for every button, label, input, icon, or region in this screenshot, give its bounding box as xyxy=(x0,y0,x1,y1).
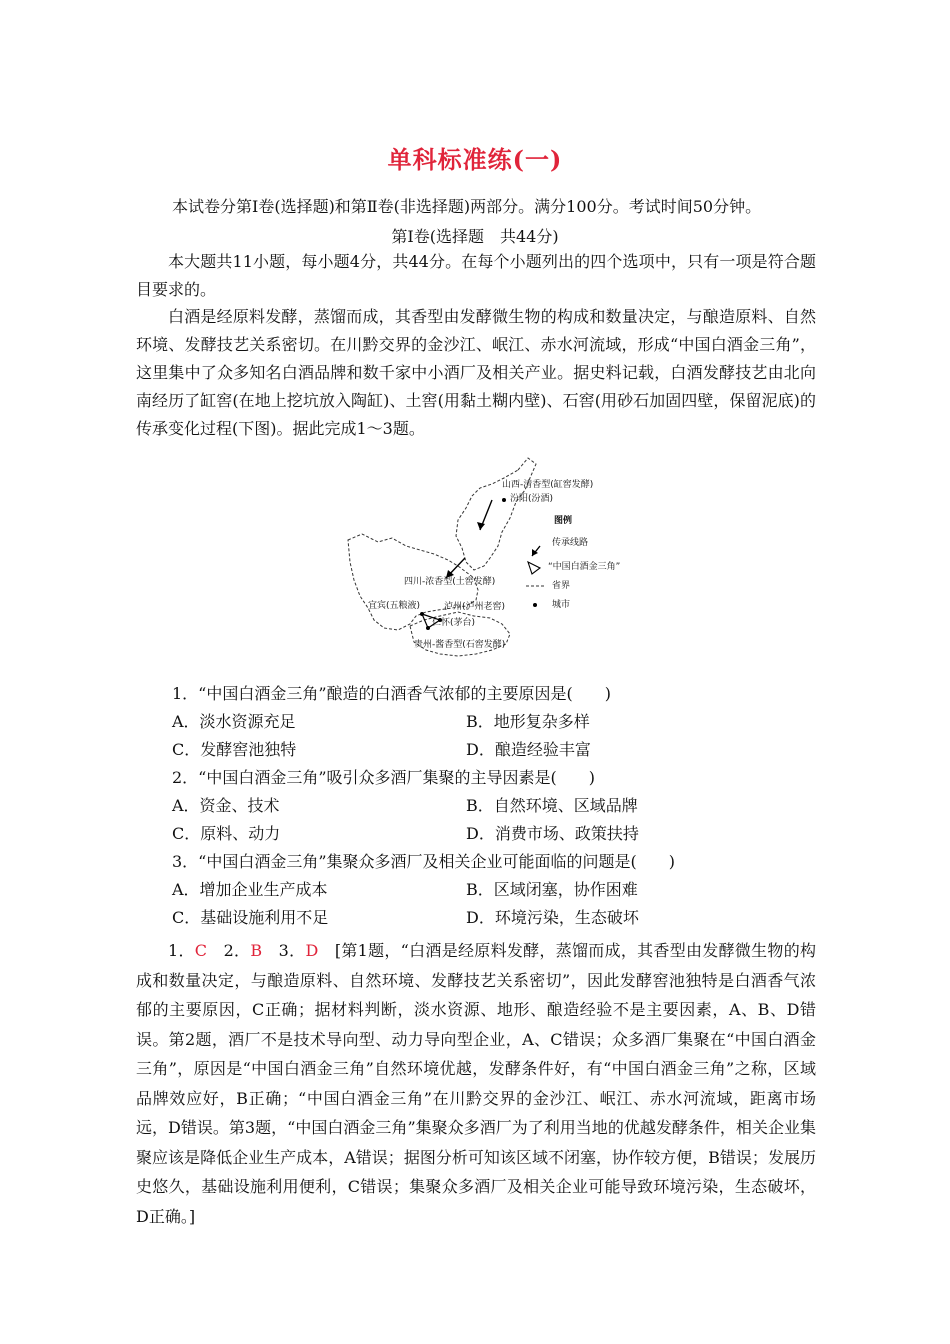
city-dot-renhuai xyxy=(426,626,430,630)
intro-text: 本试卷分第Ⅰ卷(选择题)和第Ⅱ卷(非选择题)两部分。满分100分。考试时间50分钟。 xyxy=(172,197,762,216)
question-2-option-a[interactable]: A．资金、技术 xyxy=(172,796,280,815)
question-2-stem: 2．“中国白酒金三角”吸引众多酒厂集聚的主导因素是( ) xyxy=(172,768,596,787)
legend-city-symbol xyxy=(533,603,537,607)
legend-border-label: 省界 xyxy=(552,581,571,591)
route-arrow-1 xyxy=(477,522,485,530)
answer-1-key: C xyxy=(194,941,208,960)
liquor-map-figure xyxy=(340,450,640,665)
question-3-stem: 3．“中国白酒金三角”集聚众多酒厂及相关企业可能面临的问题是( ) xyxy=(172,852,676,871)
question-3-option-a[interactable]: A．增加企业生产成本 xyxy=(172,880,328,899)
label-yibin: 宜宾(五粮液) xyxy=(368,601,421,611)
label-guizhou: 贵州-酱香型(石窖发酵) xyxy=(414,640,506,650)
answer-explanation-text: [第1题，“白酒是经原料发酵，蒸馏而成，其香型由发酵微生物的构成和数量决定，与酿造原料、自然环境、发酵技艺关系密切”，因此发酵窖池独特是白酒香气浓郁的主要原因，C正确；据材料判断，淡水资源、地形、酿造经验不是主要因素，A、B、D错误。第2题，酒厂不是技术导向型、动力导向型企业，A、C错误；众多酒厂集聚在“中国白酒金三角”，原因是“中国白酒金三角”自然环境优越，发酵条件好，有“中国白酒金三角”之称，区域品牌效应好，B正确；“中国白酒金三角”在川黔交界的金沙江、岷江、赤水河流域，距离市场远，D错误。第3题，“中国白酒金三角”集聚众多酒厂为了利用当地的优越发酵条件，相关企业集聚应该是降低企业生产成本，A错误；据图分析可知该区域不闭塞，协作较方便，B错误；发展历史悠久，基础设施利用便利，C错误；集聚众多酒厂及相关企业可能导致环境污染，生态破坏，D正确。] xyxy=(136,941,816,1226)
question-2-option-b[interactable]: B．自然环境、区域品牌 xyxy=(466,796,638,815)
question-1-option-a[interactable]: A．淡水资源充足 xyxy=(172,712,296,731)
question-3-option-c[interactable]: C．基础设施利用不足 xyxy=(172,908,329,927)
map-drawing xyxy=(340,450,640,665)
passage-text: 白酒是经原料发酵，蒸馏而成，其香型由发酵微生物的构成和数量决定，与酿造原料、自然环境、发酵技艺关系密切。在川黔交界的金沙江、岷江、赤水河流域，形成“中国白酒金三角”，这里集中了众多知名白酒品牌和数千家中小酒厂及相关产业。据史料记载，白酒发酵技艺由北向南经历了缸窖(在地上挖坑放入陶缸)、土窖(用黏土糊内壁)、石窖(用砂石加固四壁，保留泥底)的传承变化过程(下图)。据此完成1～3题。 xyxy=(136,307,816,438)
question-3-option-b[interactable]: B．区域闭塞，协作困难 xyxy=(466,880,638,899)
shanxi-border xyxy=(456,458,536,570)
section-heading: 第Ⅰ卷(选择题 共44分) xyxy=(391,227,559,246)
answer-explanation xyxy=(136,936,816,1231)
answer-1-number: 1． xyxy=(168,941,195,960)
instructions-text: 本大题共11小题，每小题4分，共44分。在每个小题列出的四个选项中，只有一项是符合题目要求的。 xyxy=(136,252,816,299)
answer-3-number: 3． xyxy=(262,941,306,960)
label-luzhou: 泸州(泸州老窖) xyxy=(444,602,506,612)
label-renhuai: 仁怀(茅台) xyxy=(432,618,476,628)
question-2-option-d[interactable]: D．消费市场、政策扶持 xyxy=(466,824,639,843)
question-1-option-b[interactable]: B．地形复杂多样 xyxy=(466,712,590,731)
city-dot-fenyang xyxy=(502,498,506,502)
legend-route-label: 传承线路 xyxy=(552,538,589,548)
answer-2-key: B xyxy=(250,941,263,960)
answer-2-number: 2． xyxy=(207,941,251,960)
question-2-option-c[interactable]: C．原料、动力 xyxy=(172,824,281,843)
label-sichuan: 四川-浓香型(土窖发酵) xyxy=(404,577,496,587)
question-3-option-d[interactable]: D．环境污染，生态破坏 xyxy=(466,908,639,927)
question-1-option-d[interactable]: D．酿造经验丰富 xyxy=(466,740,591,759)
answer-3-key: D xyxy=(305,941,319,960)
label-shanxi: 山西-清香型(缸窖发酵) xyxy=(502,480,594,490)
question-1-option-c[interactable]: C．发酵窖池独特 xyxy=(172,740,297,759)
page-title: 单科标准练(一) xyxy=(387,145,563,174)
label-fenyang: 汾阳(汾酒) xyxy=(510,494,554,504)
legend-city-label: 城市 xyxy=(552,600,571,610)
city-dot-yibin xyxy=(420,612,424,616)
legend-title: 图例 xyxy=(554,516,573,526)
question-1-stem: 1．“中国白酒金三角”酿造的白酒香气浓郁的主要原因是( ) xyxy=(172,684,612,703)
legend-triangle-symbol xyxy=(528,562,540,574)
legend-triangle-label: “中国白酒金三角” xyxy=(548,562,621,572)
